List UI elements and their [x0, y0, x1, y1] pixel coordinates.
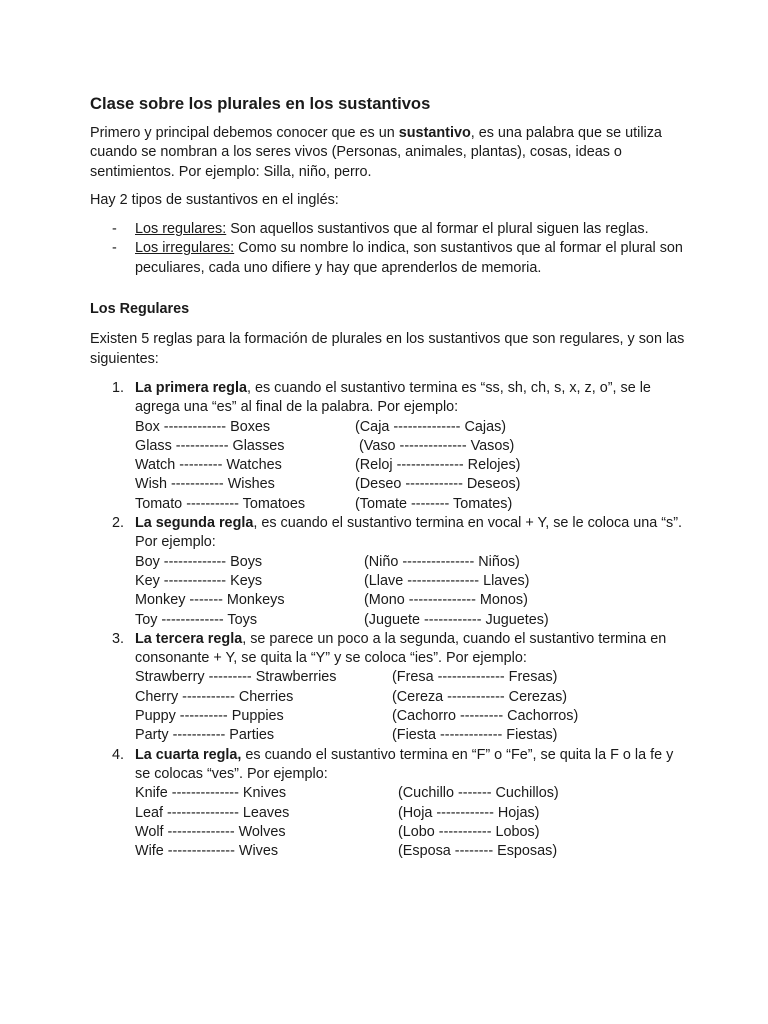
- rule-text: , se parece un poco a la segunda, cuando el sustantivo termina en consonante + Y, se quita la “Y” y se coloca “ies”. Por ejemplo:: [135, 630, 667, 667]
- example-spanish: (Hoja ------------ Hojas): [398, 804, 540, 821]
- example-english: Wolf -------------- Wolves: [135, 823, 286, 840]
- example-row: [135, 437, 690, 456]
- rule-title: La cuarta regla,: [135, 746, 242, 763]
- example-spanish: (Fiesta ------------- Fiestas): [392, 727, 558, 744]
- rule-description: [135, 379, 690, 418]
- rules-list: [90, 379, 690, 861]
- example-row: [135, 842, 690, 861]
- intro-paragraph: [90, 124, 690, 182]
- example-row: [135, 726, 690, 745]
- example-spanish: (Lobo ----------- Lobos): [398, 823, 540, 840]
- rule-text: , es cuando el sustantivo termina es “ss, sh, ch, s, x, z, o”, se le agrega una “es” al final de la palabra. Por ejemplo:: [135, 379, 651, 416]
- example-spanish: (Niño --------------- Niños): [364, 553, 520, 570]
- example-english: Wish ----------- Wishes: [135, 476, 275, 493]
- example-row: [135, 572, 690, 591]
- rule-item: [90, 514, 690, 630]
- example-english: Watch --------- Watches: [135, 457, 282, 474]
- example-english: Knife -------------- Knives: [135, 785, 287, 802]
- example-spanish: (Mono -------------- Monos): [364, 592, 528, 609]
- rule-number: 3.: [112, 630, 125, 647]
- rule-item: [90, 746, 690, 862]
- example-spanish: (Tomate -------- Tomates): [355, 495, 513, 512]
- rule-title: La segunda regla: [135, 515, 254, 532]
- type-text: Son aquellos sustantivos que al formar el plural siguen las reglas.: [226, 221, 649, 238]
- example-row: [135, 495, 690, 514]
- example-row: [135, 823, 690, 842]
- dash-bullet: -: [112, 221, 117, 238]
- types-intro: Hay 2 tipos de sustantivos en el inglés:: [90, 191, 339, 208]
- intro-text-post: , es una palabra que se utiliza cuando se nombran a los seres vivos (Personas, animales, plantas), cosas, ideas o sentimientos. Por ejemplo: Silla, niño, perro.: [90, 125, 662, 180]
- document-title: Clase sobre los plurales en los sustantivos: [90, 94, 431, 113]
- rule-title: La primera regla: [135, 379, 247, 396]
- rule-description: [135, 746, 690, 785]
- example-spanish: (Caja -------------- Cajas): [355, 418, 507, 435]
- rule-item: [90, 630, 690, 746]
- example-english: Wife -------------- Wives: [135, 843, 279, 860]
- document-body: [90, 93, 690, 861]
- example-english: Box ------------- Boxes: [135, 418, 271, 435]
- example-english: Strawberry --------- Strawberries: [135, 669, 337, 686]
- intro-term-bold: sustantivo: [398, 125, 471, 141]
- rule-number: 2.: [112, 515, 125, 532]
- example-spanish: (Fresa -------------- Fresas): [392, 669, 558, 686]
- example-spanish: (Reloj -------------- Relojes): [355, 457, 521, 474]
- example-spanish: (Cuchillo ------- Cuchillos): [398, 785, 559, 802]
- example-spanish: (Cereza ------------ Cerezas): [392, 688, 568, 705]
- example-english: Glass ----------- Glasses: [135, 437, 285, 454]
- rule-description: [135, 630, 690, 669]
- example-english: Monkey ------- Monkeys: [135, 592, 285, 609]
- example-row: [135, 475, 690, 494]
- example-spanish: (Vaso -------------- Vasos): [355, 437, 515, 454]
- example-english: Toy ------------- Toys: [135, 611, 258, 628]
- example-spanish: (Cachorro --------- Cachorros): [392, 708, 579, 725]
- example-row: [135, 418, 690, 437]
- example-row: [135, 591, 690, 610]
- list-item: [90, 220, 690, 239]
- rule-text: , es cuando el sustantivo termina en vocal + Y, se le coloca una “s”. Por ejemplo:: [135, 515, 682, 551]
- rule-text: es cuando el sustantivo termina en “F” o “Fe”, se quita la F o la fe y se colocas “ves”. Por ejemplo:: [135, 746, 674, 782]
- rule-number: 1.: [112, 379, 125, 396]
- example-row: [135, 707, 690, 726]
- regulares-intro: Existen 5 reglas para la formación de plurales en los sustantivos que son regulares, y son las siguientes:: [90, 331, 685, 367]
- rule-item: [90, 379, 690, 514]
- example-english: Leaf --------------- Leaves: [135, 804, 290, 821]
- example-row: [135, 804, 690, 823]
- example-english: Key ------------- Keys: [135, 572, 263, 589]
- example-row: [135, 784, 690, 803]
- example-spanish: (Llave --------------- Llaves): [364, 572, 530, 589]
- example-spanish: (Juguete ------------ Juguetes): [364, 611, 549, 628]
- section-heading-regulares: Los Regulares: [90, 301, 190, 318]
- example-row: [135, 688, 690, 707]
- type-text: Como su nombre lo indica, son sustantivos que al formar el plural son peculiares, cada uno difiere y hay que aprenderlos de memoria.: [135, 240, 683, 276]
- rule-description: [135, 514, 690, 553]
- dash-bullet: -: [112, 240, 117, 257]
- example-english: Puppy ---------- Puppies: [135, 708, 284, 725]
- type-label: Los regulares:: [135, 221, 227, 238]
- example-english: Tomato ----------- Tomatoes: [135, 495, 306, 512]
- example-row: [135, 553, 690, 572]
- example-row: [135, 668, 690, 687]
- example-english: Party ----------- Parties: [135, 727, 275, 744]
- example-english: Boy ------------- Boys: [135, 553, 263, 570]
- rule-number: 4.: [112, 746, 125, 763]
- example-spanish: (Deseo ------------ Deseos): [355, 476, 521, 493]
- types-list: [90, 220, 690, 278]
- list-item: [90, 239, 690, 278]
- intro-text-pre: Primero y principal debemos conocer que es un: [90, 125, 399, 141]
- type-label: Los irregulares:: [135, 240, 235, 257]
- rule-title: La tercera regla: [135, 630, 243, 647]
- example-spanish: (Esposa -------- Esposas): [398, 843, 558, 860]
- example-row: [135, 456, 690, 475]
- example-row: [135, 611, 690, 630]
- example-english: Cherry ----------- Cherries: [135, 688, 294, 705]
